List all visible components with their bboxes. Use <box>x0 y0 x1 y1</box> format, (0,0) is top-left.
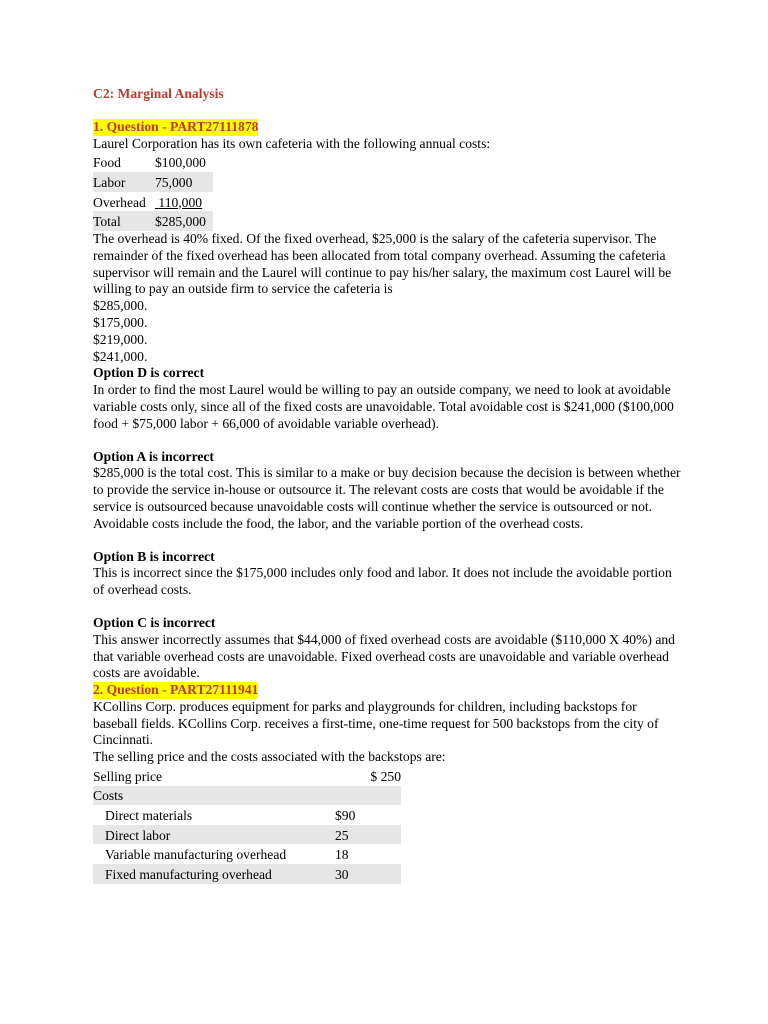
answer-option: $241,000. <box>93 348 148 364</box>
cost-value: 75,000 <box>155 172 213 192</box>
explanation-text: In order to find the most Laurel would be willing to pay an outside company, we need to look at avoidable variable costs only, since all of the fixed costs are unavoidable. Total avoidable cost is $241,000 ($100,000 food + $75,000 labor + 66,000 of avoidable variable overhead). <box>93 382 674 431</box>
table-row <box>93 766 401 786</box>
cost-label: Direct materials <box>105 808 193 824</box>
table-row <box>93 864 401 884</box>
explanation-title: Option B is incorrect <box>93 548 215 564</box>
section-title: C2: Marginal Analysis <box>93 86 224 101</box>
empty-cell <box>335 786 401 806</box>
answer-option: $285,000. <box>93 298 148 314</box>
question-2-line: The selling price and the costs associated with the backstops are: <box>93 749 446 765</box>
cost-label: Variable manufacturing overhead <box>105 847 287 863</box>
table-row <box>93 805 401 825</box>
costs-label: Costs <box>93 786 335 806</box>
cost-label: Labor <box>93 172 155 192</box>
cost-value: $100,000 <box>155 155 206 171</box>
cost-value: $90 <box>335 808 356 824</box>
question-1-stem: The overhead is 40% fixed. Of the fixed overhead, $25,000 is the salary of the cafeteria supervisor. The remainder of the fixed overhead has been allocated from total company overhead. Assuming the cafeteria supervisor will remain and the Laurel will continue to pay his/her salary, the maximum cost Laurel will be willing to pay an outside firm to service the cafeteria is <box>93 230 672 297</box>
explanation-title: Option A is incorrect <box>93 448 214 464</box>
table-row <box>93 211 213 231</box>
cafeteria-costs-table <box>93 153 213 231</box>
cost-label: Food <box>93 155 121 171</box>
table-row <box>93 192 213 212</box>
question-1-intro: Laurel Corporation has its own cafeteria with the following annual costs: <box>93 135 491 151</box>
answer-option: $175,000. <box>93 314 148 330</box>
table-row <box>93 825 401 845</box>
explanation-text: This is incorrect since the $175,000 includes only food and labor. It does not include the avoidable portion of overhead costs. <box>93 565 672 598</box>
explanation-title: Option C is incorrect <box>93 614 216 630</box>
table-row <box>93 172 213 192</box>
explanation-text: $285,000 is the total cost. This is similar to a make or buy decision because the decision is between whether to provide the service in-house or outsource it. The relevant costs are costs that would be avoidable if the service is outsourced because unavoidable costs will continue whether the service is outsourced or not. Avoidable costs include the food, the labor, and the variable portion of the overhead costs. <box>93 465 681 531</box>
cost-value: 30 <box>335 864 401 884</box>
document-page <box>93 86 683 884</box>
cost-label: Overhead <box>93 194 146 210</box>
cost-value: 25 <box>335 825 401 845</box>
table-row <box>93 786 401 806</box>
cost-value: 18 <box>335 847 349 863</box>
table-row <box>93 153 213 173</box>
selling-price-value: $ 250 <box>370 768 401 784</box>
table-row <box>93 844 401 864</box>
backstop-costs-table <box>93 766 401 884</box>
question-2 <box>93 682 683 884</box>
cost-value: $285,000 <box>155 211 213 231</box>
question-1 <box>93 119 683 682</box>
cost-label: Direct labor <box>93 825 335 845</box>
cost-value: 110,000 <box>155 194 203 210</box>
explanation-title: Option D is correct <box>93 365 205 381</box>
answer-option: $219,000. <box>93 331 148 347</box>
selling-price-label: Selling price <box>93 768 163 784</box>
cost-label: Fixed manufacturing overhead <box>93 864 335 884</box>
explanation-text: This answer incorrectly assumes that $44,000 of fixed overhead costs are avoidable ($110,000 X 40%) and that variable overhead costs are unavoidable. Fixed overhead costs are unavoidable and variable overhead costs are avoidable. <box>93 631 675 681</box>
question-2-heading: 2. Question - PART27111941 <box>93 682 259 698</box>
question-2-intro: KCollins Corp. produces equipment for parks and playgrounds for children, including backstops for baseball fields. KCollins Corp. receives a first-time, one-time request for 500 backstops from the city of Cincinnati. <box>93 698 659 748</box>
question-1-heading: 1. Question - PART27111878 <box>93 119 259 134</box>
cost-label: Total <box>93 211 155 231</box>
